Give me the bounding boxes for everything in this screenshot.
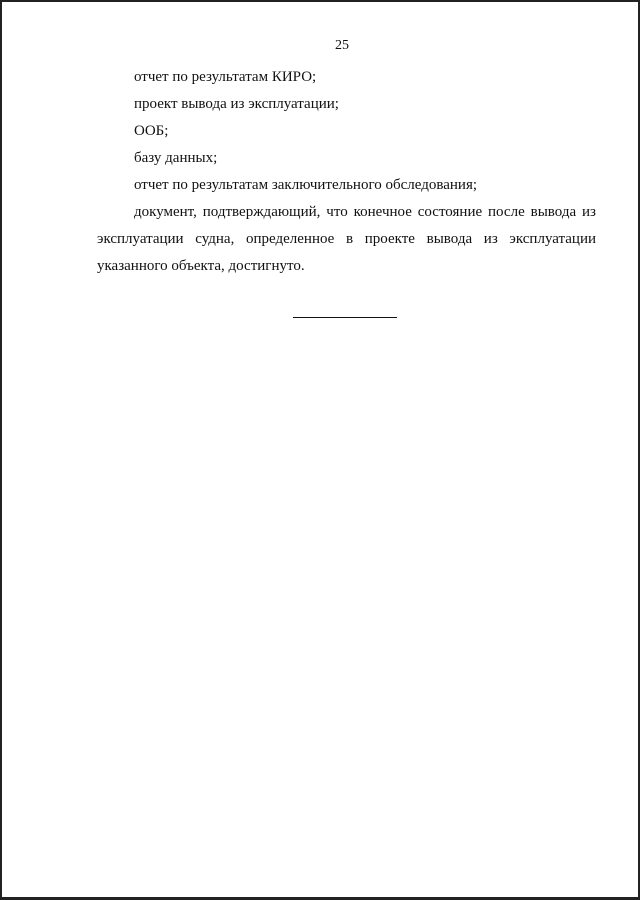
list-item-decommissioning-project: проект вывода из эксплуатации; (134, 96, 339, 112)
document-body (97, 64, 596, 280)
list-item-database: базу данных; (134, 150, 218, 166)
closing-rule (293, 317, 397, 318)
paragraph-confirmation-document: документ, подтверждающий, что конечное состояние после вывода из эксплуатации судна, определенное в проекте вывода из эксплуатации указанного объекта, достигнуто. (97, 204, 596, 274)
page-edge-top (0, 0, 640, 2)
page-edge-left (0, 0, 2, 900)
page-number: 25 (335, 38, 349, 53)
list-item-oob: ООБ; (134, 123, 169, 139)
list-item-final-survey-report: отчет по результатам заключительного обследования; (134, 177, 478, 193)
list-item-kiro-report: отчет по результатам КИРО; (134, 69, 317, 85)
